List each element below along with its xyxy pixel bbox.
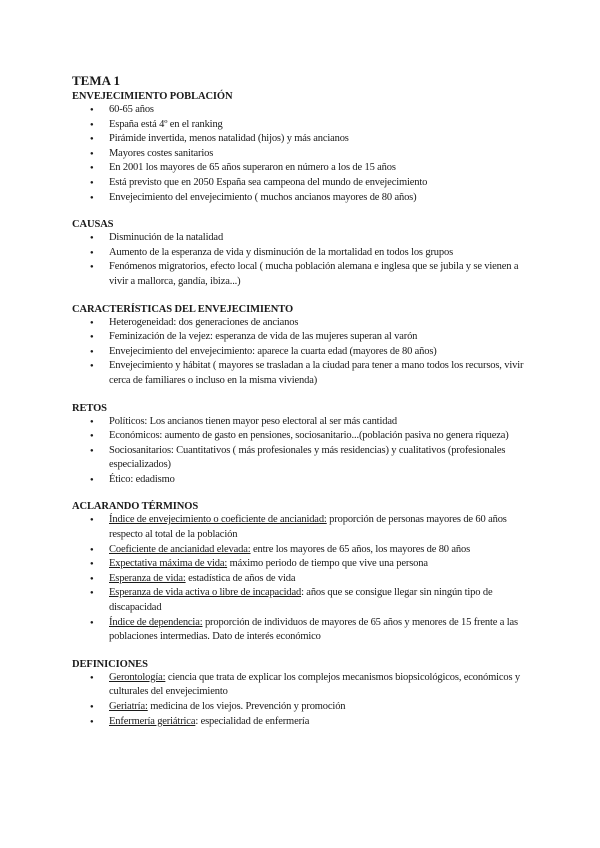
- list-item: [72, 147, 532, 162]
- item-text: máximo periodo de tiempo que vive una persona: [227, 558, 428, 570]
- item-text: Feminización de la vejez: esperanza de vida de las mujeres superan al varón: [109, 331, 418, 343]
- term-label: Esperanza de vida activa o libre de incapacidad: [109, 587, 302, 599]
- item-text: ciencia que trata de explicar los complejos mecanismos biopsicológicos, económicos y culturales del envejecimiento: [109, 671, 521, 698]
- list-item: [72, 586, 532, 615]
- sections-container: [72, 90, 532, 729]
- bullet-list: [72, 231, 532, 289]
- item-text: : años que se consigue llegar sin ningún tipo de discapacidad: [109, 587, 493, 614]
- bullet-list: [72, 103, 532, 205]
- item-text: estadística de años de vida: [185, 572, 296, 584]
- list-item: [72, 616, 532, 645]
- list-item: [72, 132, 532, 147]
- list-item: [72, 191, 532, 206]
- list-item: [72, 161, 532, 176]
- list-item: [72, 103, 532, 118]
- list-item: [72, 118, 532, 133]
- item-text: Está previsto que en 2050 España sea campeona del mundo de envejecimiento: [109, 176, 428, 188]
- item-text: proporción de individuos de mayores de 65 años y menores de 15 frente a las poblaciones intermedias. Dato de interés económico: [109, 616, 518, 643]
- item-text: Envejecimiento y hábitat ( mayores se trasladan a la ciudad para tener a mano todos los recursos, vivir cerca de familiares o incluso en la misma vivienda): [109, 360, 524, 386]
- list-item: [72, 473, 532, 488]
- bullet-list: [72, 415, 532, 488]
- list-item: [72, 231, 532, 246]
- list-item: [72, 557, 532, 572]
- list-item: [72, 715, 532, 730]
- term-label: Enfermería geriátrica: [109, 715, 196, 727]
- document-content: [72, 74, 532, 729]
- list-item: [72, 345, 532, 360]
- list-item: [72, 246, 532, 261]
- section: [72, 402, 532, 488]
- item-text: entre los mayores de 65 años, los mayores de 80 años: [250, 543, 471, 555]
- list-item: [72, 700, 532, 715]
- list-item: [72, 671, 532, 700]
- list-item: [72, 543, 532, 558]
- bullet-list: [72, 671, 532, 729]
- section: [72, 218, 532, 289]
- item-text: Mayores costes sanitarios: [109, 147, 214, 159]
- item-text: Envejecimiento del envejecimiento: aparece la cuarta edad (mayores de 80 años): [109, 345, 437, 357]
- item-text: Heterogeneidad: dos generaciones de ancianos: [109, 316, 299, 328]
- section-heading: ENVEJECIMIENTO POBLACIÓN: [72, 91, 233, 102]
- list-item: [72, 444, 532, 473]
- list-item: [72, 330, 532, 345]
- item-text: proporción de personas mayores de 60 años respecto al total de la población: [109, 514, 507, 541]
- item-text: Pirámide invertida, menos natalidad (hijos) y más ancianos: [109, 133, 349, 145]
- item-text: Aumento de la esperanza de vida y disminución de la mortalidad en todos los grupos: [109, 246, 454, 258]
- section-heading: CARACTERÍSTICAS DEL ENVEJECIMIENTO: [72, 303, 294, 315]
- term-label: Geriatría:: [109, 701, 148, 712]
- page-title: TEMA 1: [72, 73, 121, 88]
- term-label: Esperanza de vida:: [109, 572, 186, 584]
- item-text: 60-65 años: [109, 104, 154, 115]
- section: [72, 90, 532, 205]
- list-item: [72, 513, 532, 542]
- section-heading: RETOS: [72, 402, 107, 414]
- item-text: Económicos: aumento de gasto en pensiones, sociosanitario...(población pasiva no genera riqueza): [109, 430, 509, 442]
- list-item: [72, 572, 532, 587]
- section: [72, 303, 532, 389]
- term-label: Índice de dependencia:: [109, 616, 203, 628]
- section-heading: DEFINICIONES: [72, 658, 148, 670]
- item-text: Ético: edadismo: [109, 473, 175, 485]
- list-item: [72, 316, 532, 331]
- item-text: Disminución de la natalidad: [109, 232, 224, 244]
- list-item: [72, 415, 532, 430]
- item-text: España está 4º en el ranking: [109, 118, 223, 130]
- item-text: Sociosanitarios: Cuantitativos ( más profesionales y más residencias) y cualitativos (profesionales especializados): [109, 444, 506, 471]
- term-label: Expectativa máxima de vida:: [109, 558, 228, 570]
- item-text: medicina de los viejos. Prevención y promoción: [147, 701, 346, 712]
- list-item: [72, 260, 532, 289]
- section: [72, 500, 532, 644]
- item-text: Políticos: Los ancianos tienen mayor peso electoral al ser más cantidad: [109, 415, 397, 427]
- term-label: Índice de envejecimiento o coeficiente de ancianidad:: [109, 514, 327, 526]
- list-item: [72, 176, 532, 191]
- section: [72, 658, 532, 729]
- term-label: Gerontología:: [109, 671, 166, 683]
- item-text: Fenómenos migratorios, efecto local ( mucha población alemana e inglesa que se jubila y se vienen a vivir a mallorca, gandía, ibiza...): [109, 261, 519, 287]
- term-label: Coeficiente de ancianidad elevada:: [109, 543, 251, 555]
- list-item: [72, 359, 532, 388]
- bullet-list: [72, 513, 532, 644]
- section-heading: CAUSAS: [72, 219, 114, 231]
- item-text: En 2001 los mayores de 65 años superaron en número a los de 15 años: [109, 162, 396, 174]
- item-text: Envejecimiento del envejecimiento ( muchos ancianos mayores de 80 años): [109, 191, 417, 203]
- section-heading: ACLARANDO TÉRMINOS: [72, 501, 199, 513]
- item-text: : especialidad de enfermería: [195, 715, 310, 727]
- list-item: [72, 429, 532, 444]
- bullet-list: [72, 316, 532, 389]
